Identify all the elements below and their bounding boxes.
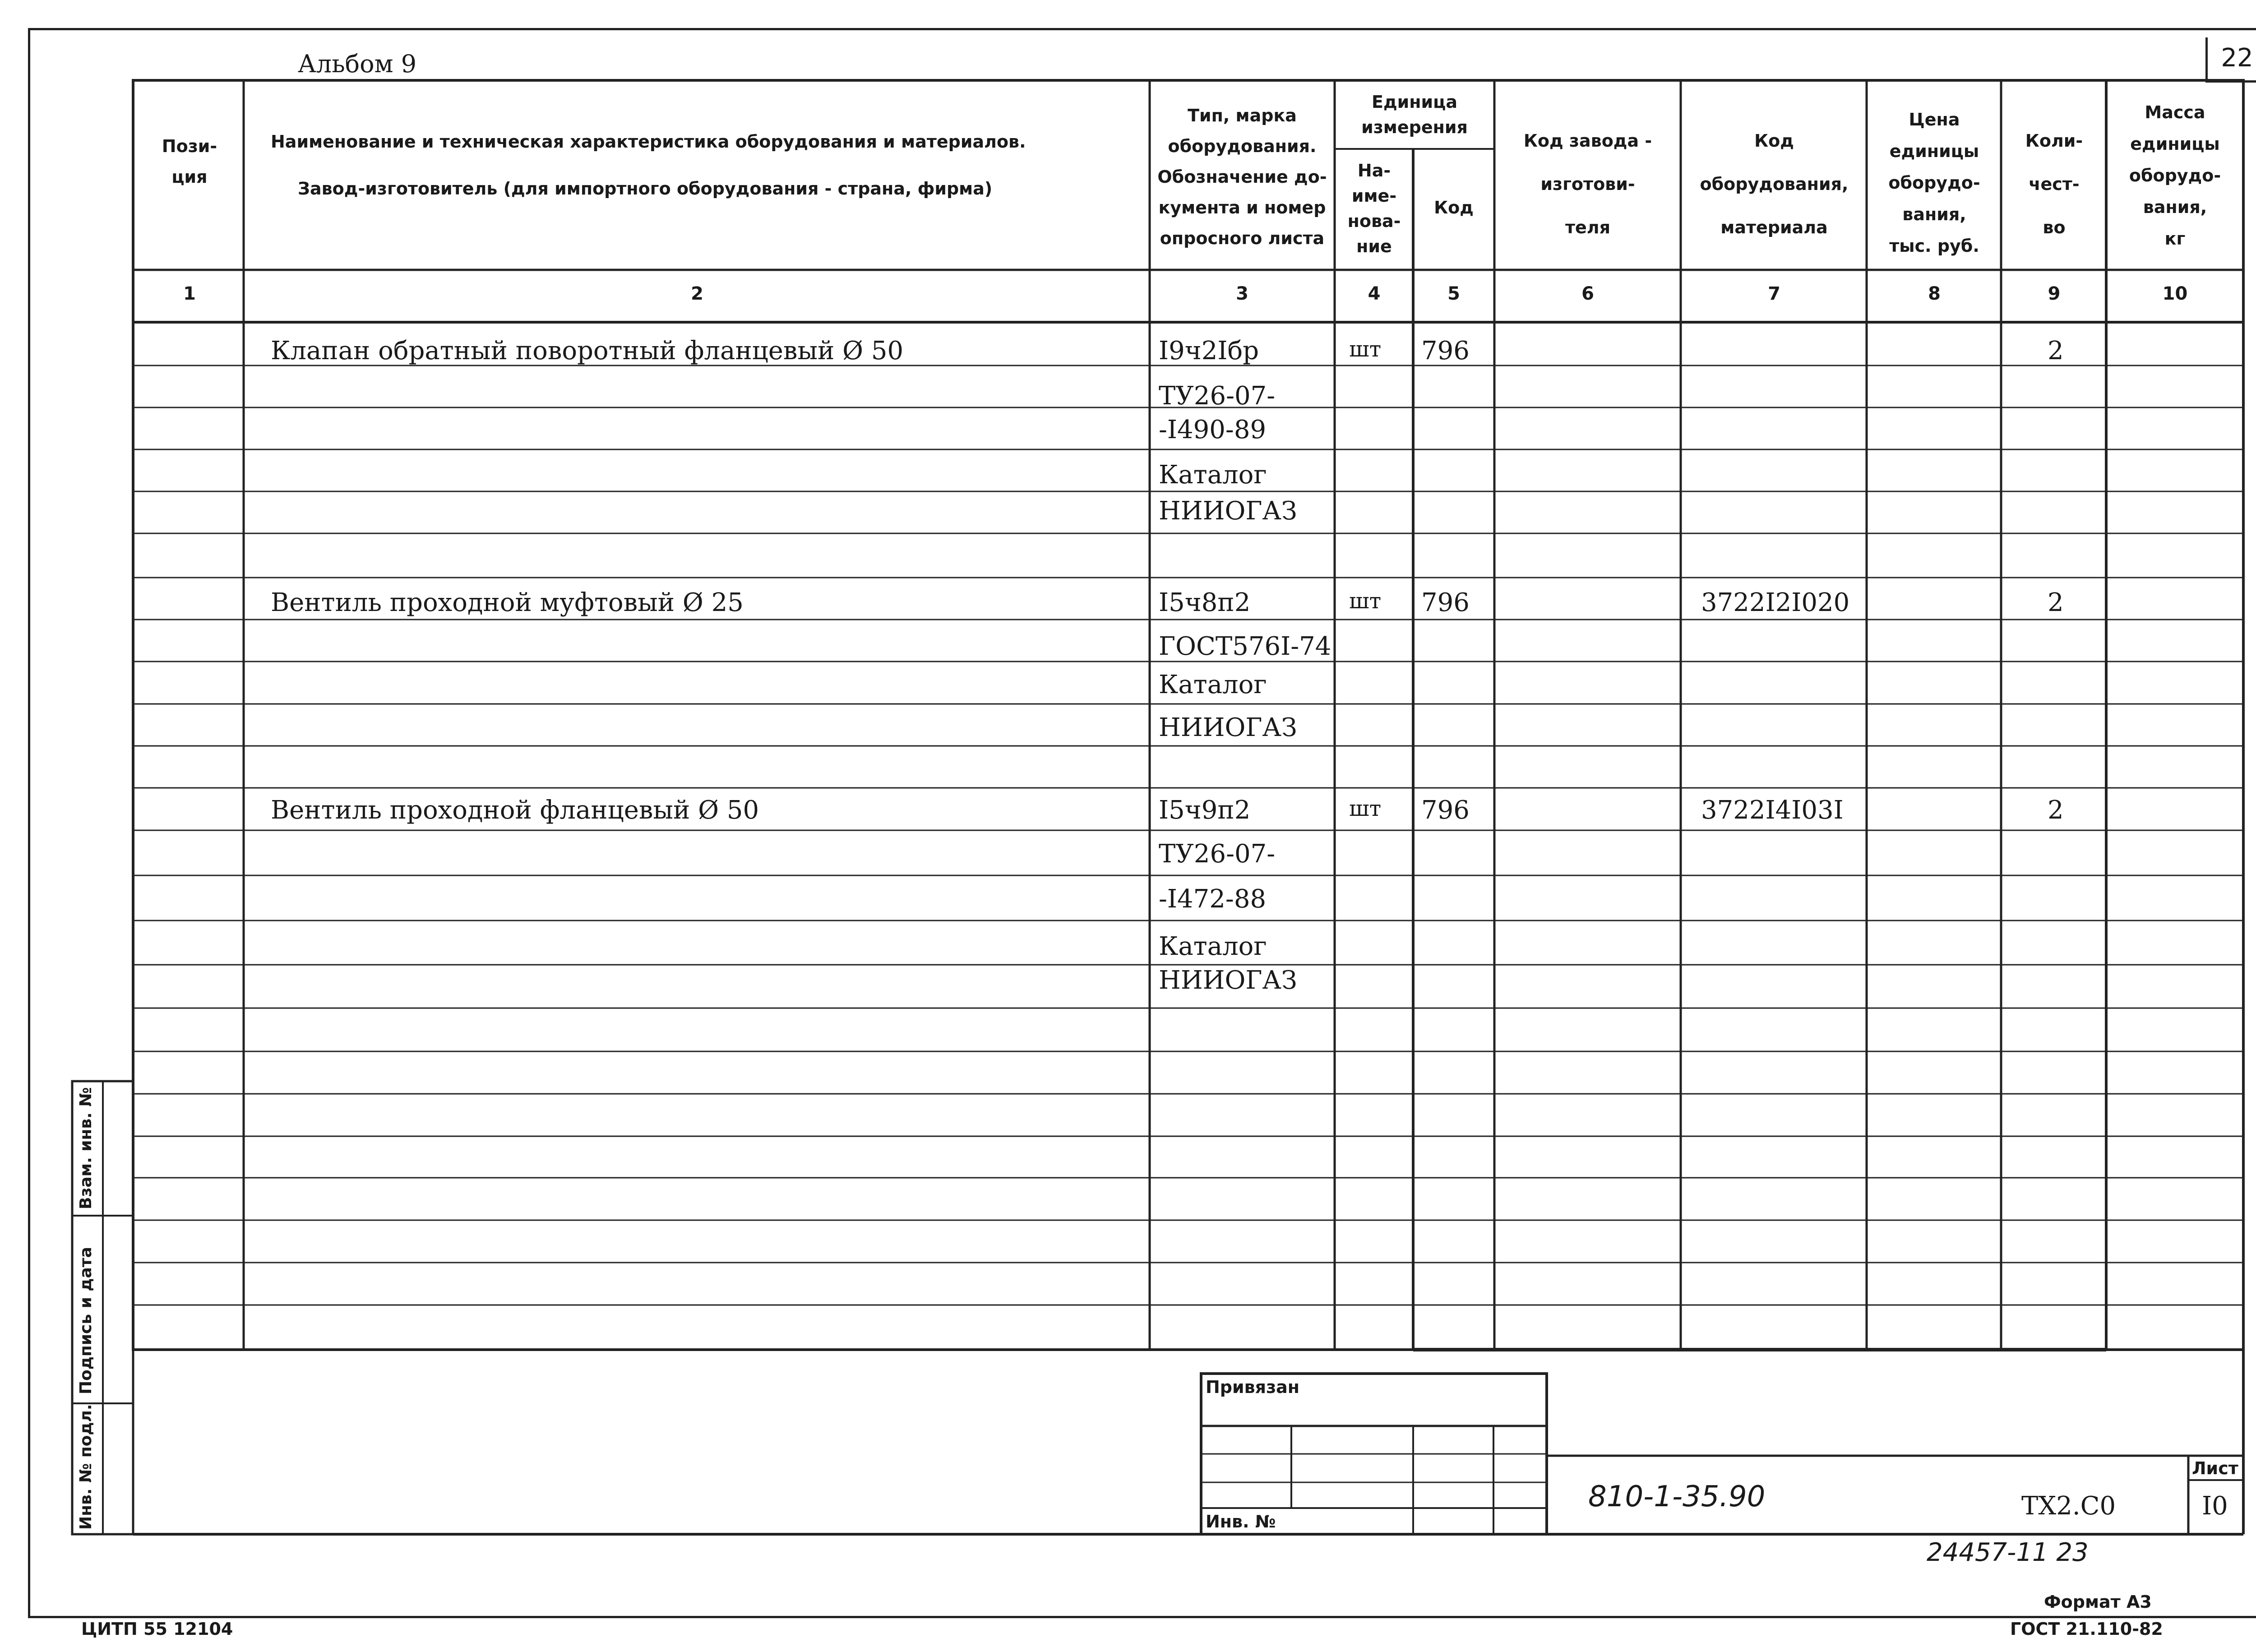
col-number-7: 7 <box>1768 283 1780 304</box>
item-type: НИИОГАЗ <box>1159 496 1297 526</box>
col-number-2: 2 <box>691 283 703 304</box>
item-type: Каталог <box>1159 932 1267 961</box>
item-type: ГОСТ576I-74 <box>1159 632 1331 661</box>
item-quantity: 2 <box>2048 588 2064 617</box>
header-manufacturer-code: Код завода - изготови- теля <box>1523 131 1652 237</box>
item-unit: шт <box>1349 337 1382 362</box>
col-number-1: 1 <box>183 283 196 304</box>
header-unit-group: Единица измерения <box>1361 92 1468 137</box>
header-price: Цена единицы оборудо- вания, тыс. руб. <box>1888 110 1980 256</box>
inv-label: Инв. № <box>1206 1512 1276 1532</box>
item-quantity: 2 <box>2048 796 2064 825</box>
album-label: Альбом 9 <box>298 50 417 78</box>
col-number-9: 9 <box>2048 283 2061 304</box>
col-number-4: 4 <box>1368 283 1381 304</box>
header-unit-code: Код <box>1434 198 1474 217</box>
header-mass: Масса единицы оборудо- вания, кг <box>2129 102 2221 249</box>
sheet-number: 22 <box>2221 43 2253 73</box>
footer-gost: ГОСТ 21.110-82 <box>2010 1619 2163 1639</box>
header-name-line2: Завод-изготовитель (для импортного оборудования - страна, фирма) <box>298 179 993 199</box>
item-name: Клапан обратный поворотный фланцевый Ø 50 <box>271 336 904 366</box>
header-equipment-code: Код оборудования, материала <box>1700 131 1849 237</box>
item-name: Вентиль проходной фланцевый Ø 50 <box>271 796 759 825</box>
item-type: Каталог <box>1159 670 1267 699</box>
item-type: ТУ26-07- <box>1159 839 1276 869</box>
item-type: -I472-88 <box>1159 884 1267 914</box>
col-number-8: 8 <box>1928 283 1941 304</box>
item-unit: шт <box>1349 588 1382 614</box>
side-label-original-inv: Инв. № подл. <box>77 1404 95 1530</box>
item-type: НИИОГАЗ <box>1159 966 1297 995</box>
item-type: I5ч8п2 <box>1159 588 1251 617</box>
handwritten-note: 24457-11 23 <box>1927 1538 2089 1567</box>
col-number-3: 3 <box>1236 283 1248 304</box>
footer-format: Формат А3 <box>2044 1592 2152 1612</box>
col-number-6: 6 <box>1581 283 1594 304</box>
footer-left: ЦИТП 55 12104 <box>81 1619 233 1639</box>
item-type: Каталог <box>1159 460 1267 490</box>
document-mark: ТХ2.С0 <box>2021 1491 2116 1521</box>
item-equipment-code: 3722I2I020 <box>1701 588 1850 617</box>
header-unit-name: На- име- нова- ние <box>1347 161 1401 256</box>
item-equipment-code: 3722I4I03I <box>1701 796 1844 825</box>
sheet-label: Лист <box>2192 1458 2238 1478</box>
item-type: -I490-89 <box>1159 415 1267 444</box>
item-name: Вентиль проходной муфтовый Ø 25 <box>271 588 744 617</box>
col-number-5: 5 <box>1447 283 1460 304</box>
item-type: I5ч9п2 <box>1159 796 1251 825</box>
header-type: Тип, марка оборудования. Обозначение до- кумента и номер опросного листа <box>1157 106 1327 248</box>
item-type: I9ч2Iбр <box>1159 336 1259 366</box>
item-unit: шт <box>1349 796 1382 821</box>
col-number-10: 10 <box>2162 283 2188 304</box>
header-name-line1: Наименование и техническая характеристика оборудования и материалов. <box>271 132 1026 152</box>
header-quantity: Коли- чест- во <box>2025 131 2083 237</box>
side-label-replaced-inv: Взам. инв. № <box>77 1087 95 1209</box>
item-unit-code: 796 <box>1421 588 1470 617</box>
item-type: НИИОГАЗ <box>1159 713 1297 742</box>
sheet-value: I0 <box>2202 1491 2228 1521</box>
bound-label: Привязан <box>1206 1377 1300 1397</box>
header-position: Пози- ция <box>162 136 217 187</box>
item-unit-code: 796 <box>1421 796 1470 825</box>
item-unit-code: 796 <box>1421 336 1470 366</box>
item-quantity: 2 <box>2048 336 2064 366</box>
item-type: ТУ26-07- <box>1159 381 1276 411</box>
side-label-signature-date: Подпись и дата <box>77 1247 95 1394</box>
document-code: 810-1-35.90 <box>1588 1480 1766 1513</box>
